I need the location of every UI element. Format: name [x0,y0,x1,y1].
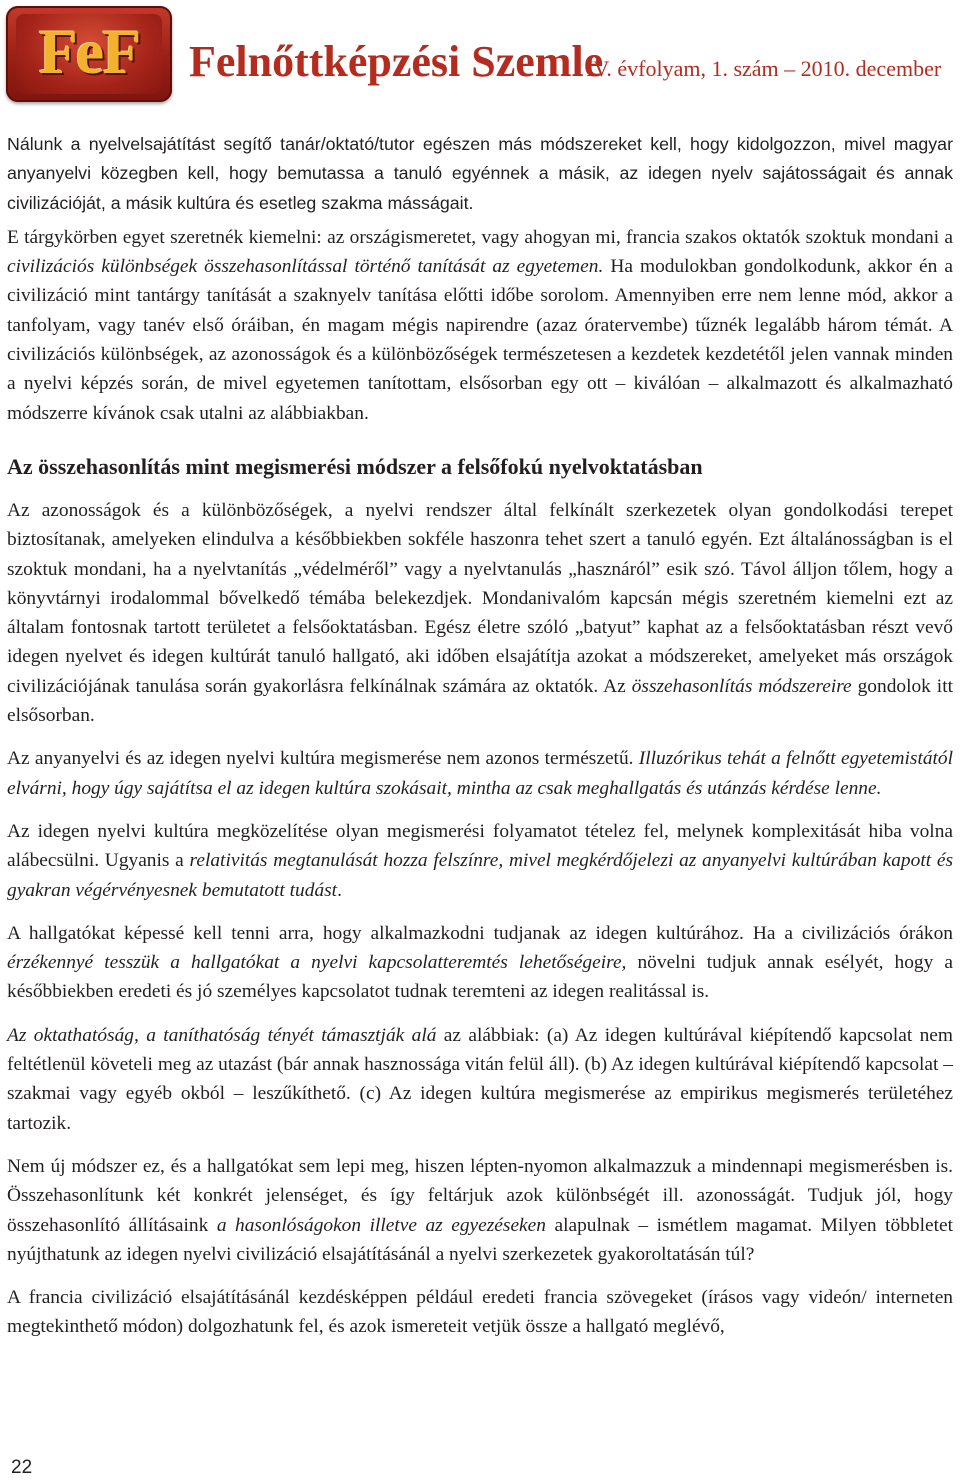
emphasis: összehasonlítás módszereire [631,675,852,697]
emphasis: relativitás megtanulását hozza felszínre, mivel megkérdőjelezi az anyanyelvi kultúrában kapott és gyakran végérvényesnek bemutatott tudást [7,850,953,901]
text: E tárgykörben egyet szeretnék kiemelni: az országismeretet, vagy ahogyan mi, francia szakos oktatók szoktuk mondani a [7,226,953,248]
text: A hallgatókat képessé kell tenni arra, hogy alkalmazkodni tudjanak az idegen kultúrához. Ha a civilizációs órákon [7,922,953,944]
paragraph-intro: Nálunk a nyelvelsajátítást segítő tanár/oktató/tutor egészen más módszereket kell, hogy kidolgozzon, mivel magyar anyanyelvi közegben kell, hogy bemutassa a tanuló egyénnek a másik, az idegen nyelv sajátosságait és annak civilizációját, a másik kultúra és esetleg szakma másságait. [7,134,953,213]
page-header [6,6,956,106]
text: Az anyanyelvi és az idegen nyelvi kultúra megismerése nem azonos természetű. [7,748,639,770]
text: az alábbiak: (a) Az idegen kultúrával kiépítendő kapcsolat nem feltétlenül követeli meg az utazást (bár annak hasznossága vitán felül áll). (b) Az idegen kultúrával kiépítendő kapcsolat – szakmai vagy egyéb okból – leszűkíthető. (c) Az idegen kultúra megismerése az empirikus megismerés területéhez tartozik. [7,1024,954,1134]
paragraph [7,496,953,730]
paragraph [7,1021,953,1138]
article-body [7,130,953,1342]
emphasis: érzékennyé tesszük a hallgatókat a nyelvi kapcsolatteremtés lehetőségeire, [7,952,627,974]
paragraph [7,744,953,803]
journal-logo [6,6,172,102]
text: Ha modulokban gondolkodunk, akkor én a civilizáció mint tantárgy tanítását a szaknyelv tanítása előtti időbe sorolom. Amennyiben erre nem lenne mód, akkor a tanfolyam, vagy tanév első óráiban, én magam mégis napirendre (azaz óratervembe) tűznék legalább három témát. A civilizációs különbségek, az azonosságok és a különbözőségek természetesen a kezdetek kezdetétől jelen vannak minden a nyelvi képzés során, de mivel egyetemen tanítottam, elsősorban egy ott – kiválóan – alkalmazott és alkalmazható módszerre kívánok csak utalni az alábbiakban. [7,256,953,424]
text: . [337,879,342,901]
emphasis: civilizációs különbségek összehasonlítással történő tanítását az egyetemen. [7,256,604,278]
logo-text: FeF [38,16,140,87]
text: növelni tudjuk annak esélyét, hogy a későbbiekben eredeti és jó személyes kapcsolatot tudnak teremteni az idegen realitással is. [7,952,953,1003]
paragraph [7,919,953,1007]
paragraph [7,1152,953,1269]
journal-title: Felnőttképzési Szemle [189,37,604,86]
text: gondolok itt elsősorban. [7,675,953,727]
paragraph [7,817,953,905]
section-heading: Az összehasonlítás mint megismerési módszer a felsőfokú nyelvoktatásban [7,453,703,479]
text: Az idegen nyelvi kultúra megközelítése olyan megismerési folyamatot tételez fel, melynek komplexitását hiba volna alábecsülni. Ugyanis a [7,820,953,872]
text: Az azonosságok és a különbözőségek, a nyelvi rendszer által felkínált szerkezetek olyan gondolkodási terepet biztosítanak, amelyeken elindulva a későbbiekben sokféle haszonra tehet szert a tanuló egyén. Ezt általánosságban is el szoktuk mondani, ha a nyelvtanítás „védelméről” vagy a nyelvtanulás „hasznáról” esik szó. Távol álljon tőlem, hogy a könyvtárnyi irodalommal bővelkedő témába belekezdjek. Mondanivalóm kapcsán mégis szeretném kiemelni ezt az általam fontosnak tartott területet a felsőoktatásban. Egész életre szóló „batyut” kaphat az a felsőoktatásban részt vevő idegen nyelvet és idegen kultúrát tanuló hallgató, aki időben elsajátítja azokat a módszereket, amelyeket más országok civilizációjának tanulása során gyakorlásra felkínálnak számára az oktatók. Az [7,499,953,697]
emphasis: Az oktathatóság, a taníthatóság tényét támasztják alá [7,1024,437,1046]
emphasis: a hasonlóságokon illetve az egyezéseken [216,1214,546,1236]
paragraph: A francia civilizáció elsajátításánál kezdésképpen például eredeti francia szövegeket (írásos vagy videón/ interneten megtekinthető módon) dolgozhatunk fel, és azok ismereteit vetjük össze a hallgató meglévő, [7,1287,953,1338]
page-number: 22 [11,1457,33,1478]
text: Nem új módszer ez, és a hallgatókat sem lepi meg, hiszen lépten-nyomon alkalmazzuk a mindennapi megismerésben is. Összehasonlítunk két konkrét jelenséget, és így feltárjuk azok különbségét ill. azonosságát. Tudjuk jól, hogy összehasonlító állításaink [7,1155,953,1236]
text: alapulnak – ismétlem magamat. Milyen többletet nyújthatunk az idegen nyelvi civilizáció elsajátításánál a nyelvi szerkezetek gyakoroltatásán túl? [7,1214,953,1265]
issue-info: IV. évfolyam, 1. szám – 2010. december [586,56,942,81]
emphasis: Illuzórikus tehát a felnőtt egyetemistától elvárni, hogy úgy sajátítsa el az idegen kultúra szokásait, mintha az csak meghallgatás és utánzás kérdése lenne. [7,748,953,799]
paragraph-topic [7,223,953,428]
